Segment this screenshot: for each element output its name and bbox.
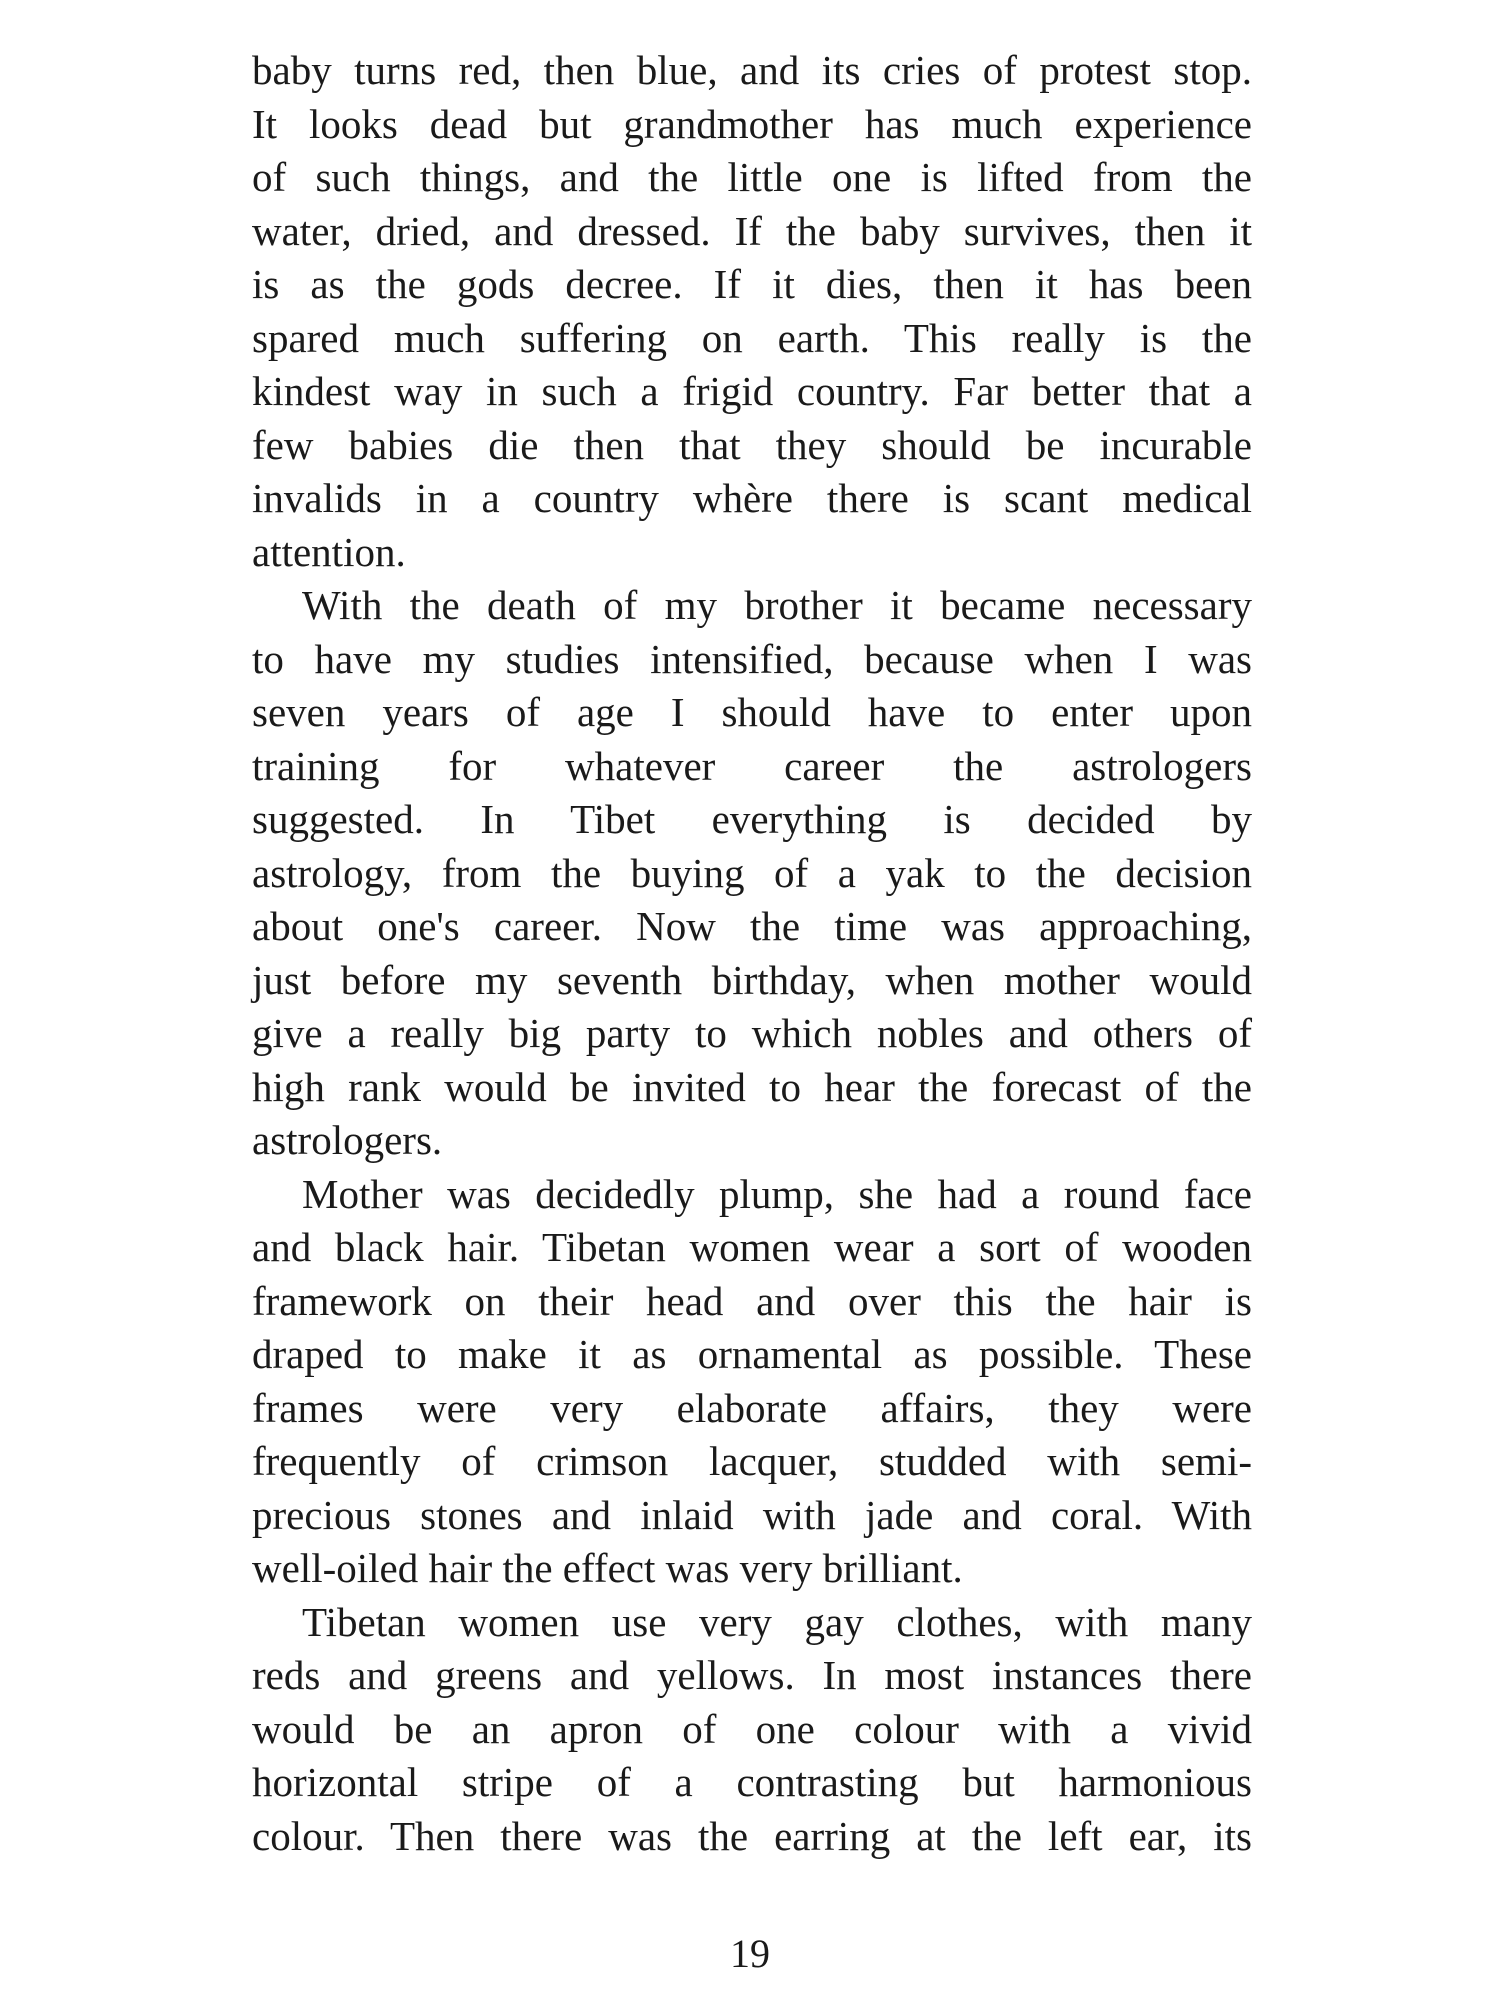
text-line: about one's career. Now the time was approaching,: [252, 903, 1252, 949]
text-line: few babies die then that they should be incurable: [252, 421, 1252, 468]
text-line: spared much suffering on earth. This really is the: [252, 314, 1252, 361]
text-line: and black hair. Tibetan women wear a sort of wooden: [252, 1224, 1252, 1270]
text-line: suggested. In Tibet everything is decided by: [252, 796, 1252, 842]
paragraph-4: [252, 1596, 1252, 1864]
paragraph-1: [252, 44, 1252, 579]
text-line: to have my studies intensified, because when I was: [252, 635, 1252, 682]
text-line: training for whatever career the astrologers: [252, 742, 1252, 789]
text-line: water, dried, and dressed. If the baby survives, then it: [252, 207, 1252, 254]
text-line: draped to make it as ornamental as possible. These: [252, 1331, 1252, 1377]
text-line: astrologers.: [252, 1117, 443, 1163]
text-line: baby turns red, then blue, and its cries of protest stop.: [252, 47, 1252, 93]
paragraph-3: [252, 1168, 1252, 1596]
text-line: of such things, and the little one is lifted from the: [252, 154, 1252, 200]
text-line: horizontal stripe of a contrasting but harmonious: [252, 1759, 1252, 1805]
body-text: [252, 44, 1252, 1863]
text-line: attention.: [252, 528, 406, 575]
text-line: kindest way in such a frigid country. Far better that a: [252, 368, 1252, 414]
text-line: astrology, from the buying of a yak to the decision: [252, 849, 1252, 896]
text-line: seven years of age I should have to enter upon: [252, 689, 1252, 735]
text-line: Tibetan women use very gay clothes, with many: [302, 1598, 1252, 1645]
text-line: give a really big party to which nobles and others of: [252, 1010, 1252, 1056]
text-line: reds and greens and yellows. In most instances there: [252, 1652, 1252, 1698]
text-line: It looks dead but grandmother has much experience: [252, 100, 1252, 147]
page-number: 19: [730, 1931, 770, 1976]
text-line: framework on their head and over this the hair is: [252, 1277, 1252, 1324]
text-line: frames were very elaborate affairs, they were: [252, 1384, 1252, 1431]
paragraph-2: [252, 579, 1252, 1168]
text-line: high rank would be invited to hear the forecast of the: [252, 1063, 1252, 1110]
text-line: Mother was decidedly plump, she had a round face: [302, 1170, 1252, 1217]
text-line: just before my seventh birthday, when mother would: [252, 956, 1252, 1003]
text-line: With the death of my brother it became necessary: [302, 582, 1252, 628]
text-line: is as the gods decree. If it dies, then it has been: [252, 261, 1252, 307]
text-line: precious stones and inlaid with jade and coral. With: [252, 1491, 1252, 1538]
text-line: invalids in a country whère there is scant medical: [252, 475, 1252, 521]
text-line: would be an apron of one colour with a vivid: [252, 1705, 1252, 1752]
text-line: well-oiled hair the effect was very brilliant.: [252, 1545, 963, 1591]
text-line: colour. Then there was the earring at the left ear, its: [252, 1812, 1252, 1859]
text-line: frequently of crimson lacquer, studded with semi-: [252, 1438, 1252, 1484]
